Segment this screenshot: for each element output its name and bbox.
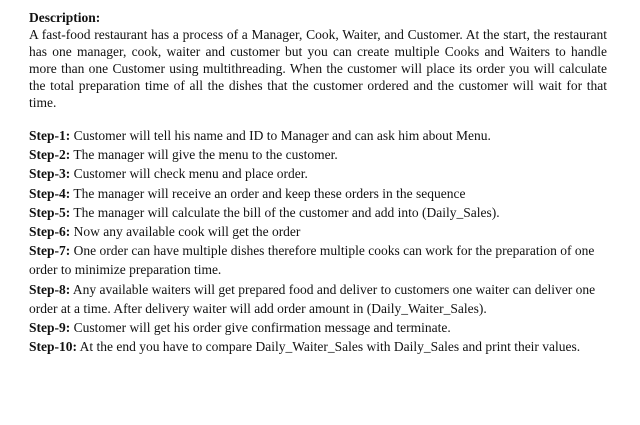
step-text: Customer will tell his name and ID to Manager and can ask him about Menu. — [73, 128, 491, 143]
step-2 — [29, 145, 607, 164]
step-10 — [29, 337, 607, 356]
step-text: The manager will receive an order and keep these orders in the sequence — [73, 185, 466, 201]
step-label: Step-7: — [29, 243, 71, 259]
step-text: At the end you have to compare Daily_Waiter_Sales with Daily_Sales and print their values. — [79, 339, 581, 355]
step-label: Step-5: — [29, 204, 71, 220]
description-heading: Description: — [29, 10, 101, 25]
step-3 — [29, 164, 607, 183]
document-body — [29, 9, 607, 356]
step-label: Step-3: — [29, 166, 71, 182]
step-label: Step-4: — [29, 185, 71, 201]
step-8 — [29, 280, 607, 318]
step-7 — [29, 241, 607, 279]
step-1 — [29, 126, 607, 145]
step-text: Customer will get his order give confirmation message and terminate. — [73, 320, 451, 336]
description-paragraph: A fast-food restaurant has a process of a Manager, Cook, Waiter, and Customer. At the start, the restaurant has one manager, cook, waiter and customer but you can create multiple Cooks and Waiters to handle more than one Customer using multithreading. When the customer will place its order you will calculate the total preparation time of all the dishes that the customer ordered and the customer will wait for that time. — [29, 27, 607, 110]
steps-list — [29, 126, 607, 356]
step-label: Step-1: — [29, 128, 71, 143]
step-6 — [29, 222, 607, 241]
step-text: The manager will calculate the bill of the customer and add into (Daily_Sales). — [73, 204, 500, 220]
step-label: Step-10: — [29, 339, 77, 355]
step-text: Now any available cook will get the order — [73, 224, 301, 240]
step-label: Step-8: — [29, 281, 71, 297]
step-label: Step-9: — [29, 320, 71, 336]
step-label: Step-2: — [29, 147, 71, 163]
step-text: One order can have multiple dishes therefore multiple cooks can work for the preparation of one order to minimize preparation time. — [29, 243, 595, 278]
step-9 — [29, 318, 607, 337]
step-text: Customer will check menu and place order. — [73, 166, 308, 182]
step-label: Step-6: — [29, 224, 71, 240]
step-text: Any available waiters will get prepared food and deliver to customers one waiter can deliver one order at a time. After delivery waiter will add order amount in (Daily_Waiter_Sales). — [29, 281, 596, 316]
step-text: The manager will give the menu to the customer. — [73, 147, 338, 163]
step-4 — [29, 184, 607, 203]
step-5 — [29, 203, 607, 222]
